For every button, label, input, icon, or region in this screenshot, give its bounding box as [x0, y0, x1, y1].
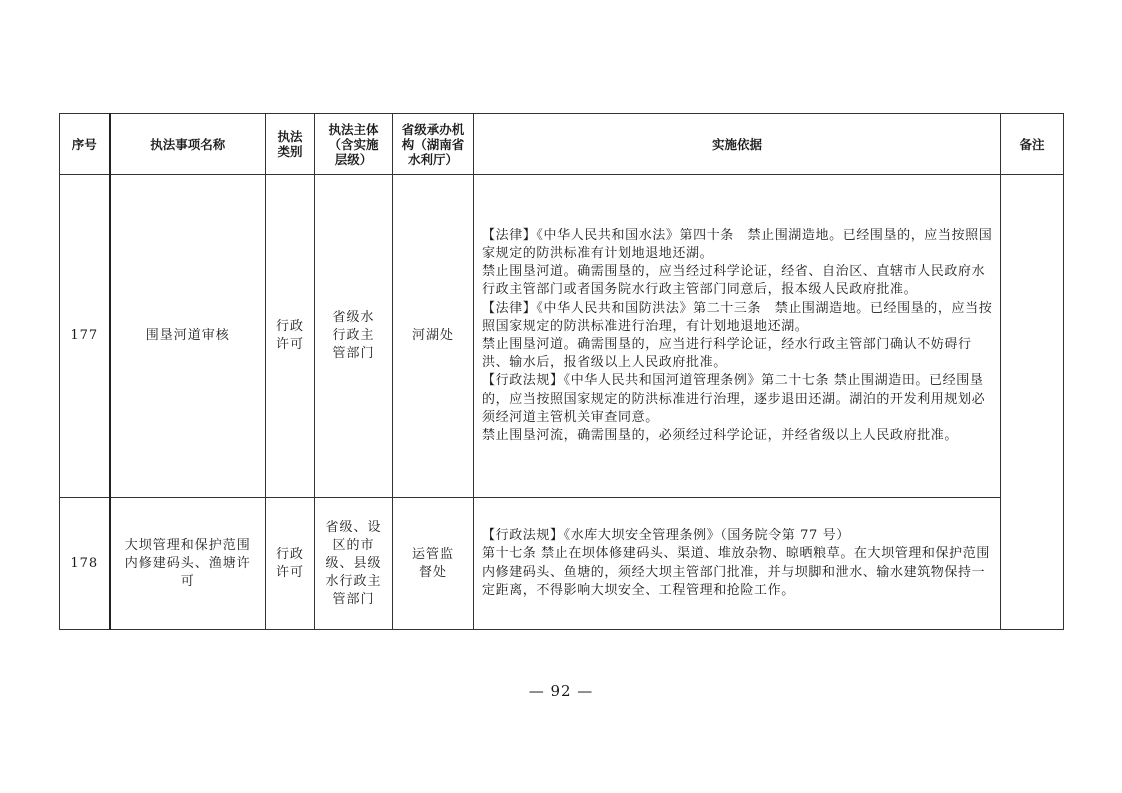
row-178-basis	[474, 498, 1001, 630]
header-subject-text: 执法主体（含实施层级）	[328, 121, 379, 167]
header-category-text: 执法类别	[277, 129, 303, 159]
basis-paragraph: 【法律】《中华人民共和国防洪法》第二十三条 禁止围湖造地。已经围垦的，应当按照国家规定的防洪标准进行治理，有计划地退地还湖。	[482, 300, 993, 334]
row-178-seq: 178	[60, 498, 110, 630]
row-177-subject-text: 省级水行政主管部门	[332, 310, 375, 361]
header-basis: 实施依据	[474, 114, 1001, 175]
basis-paragraph: 【行政法规】《水库大坝安全管理条例》（国务院令第 77 号）	[482, 528, 850, 544]
header-seq: 序号	[60, 114, 110, 175]
table-row	[60, 175, 1064, 498]
row-178-category-text: 行政许可	[275, 546, 304, 580]
row-177-subject	[315, 175, 393, 498]
row-178-office-text: 运管监督处	[411, 546, 454, 580]
row-177-office: 河湖处	[393, 175, 474, 498]
basis-paragraph: 第十七条 禁止在坝体修建码头、渠道、堆放杂物、晾晒粮草。在大坝管理和保护范围内修建码头、鱼塘的，须经大坝主管部门批准，并与坝脚和泄水、输水建筑物保持一定距离，不得影响大坝安全、工程管理和抢险工作。	[482, 546, 990, 598]
row-177-basis	[474, 175, 1001, 498]
row-178-name-text: 大坝管理和保护范围内修建码头、渔塘许可	[124, 537, 251, 589]
header-office	[393, 114, 474, 175]
basis-paragraph: 禁止围垦河道。确需围垦的，应当经过科学论证，经省、自治区、直辖市人民政府水行政主管部门或者国务院水行政主管部门同意后，报本级人民政府批准。	[482, 264, 986, 298]
row-177-category	[266, 175, 315, 498]
row-178-office	[393, 498, 474, 630]
basis-paragraph: 【行政法规】《中华人民共和国河道管理条例》第二十七条 禁止围湖造田。已经围垦的，应当按照国家规定的防洪标准进行治理，逐步退田还湖。湖泊的开发利用规划必须经河道主管机关审查同意。	[482, 373, 986, 425]
header-category	[266, 114, 315, 175]
header-office-text: 省级承办机构（湖南省水利厅）	[401, 121, 465, 167]
row-177-category-text: 行政许可	[275, 319, 304, 352]
basis-paragraph: 禁止围垦河流，确需围垦的，必须经过科学论证，并经省级以上人民政府批准。	[482, 428, 959, 444]
basis-paragraph: 禁止围垦河道。确需围垦的，应当进行科学论证，经水行政主管部门确认不妨碍行洪、输水后，报省级以上人民政府批准。	[482, 337, 972, 371]
header-name: 执法事项名称	[110, 114, 266, 175]
basis-paragraph: 【法律】《中华人民共和国水法》第四十条 禁止围湖造地。已经围垦的，应当按照国家规定的防洪标准有计划地退地还湖。	[482, 227, 993, 261]
row-178-name	[110, 498, 266, 630]
row-178-subject	[315, 498, 393, 630]
row-177-seq: 177	[60, 175, 110, 498]
row-178-subject-text: 省级、设区的市级、县级水行政主管部门	[325, 519, 382, 607]
table-row	[60, 498, 1064, 630]
row-177-name	[110, 175, 266, 498]
header-subject	[315, 114, 393, 175]
table-header-row	[60, 114, 1064, 175]
page-number: — 92 —	[528, 682, 594, 700]
row-178-category	[266, 498, 315, 630]
row-177-name-text: 围垦河道审核	[145, 328, 230, 343]
remark-cell	[1001, 175, 1064, 630]
header-remark: 备注	[1001, 114, 1064, 175]
enforcement-items-table	[59, 113, 1064, 630]
